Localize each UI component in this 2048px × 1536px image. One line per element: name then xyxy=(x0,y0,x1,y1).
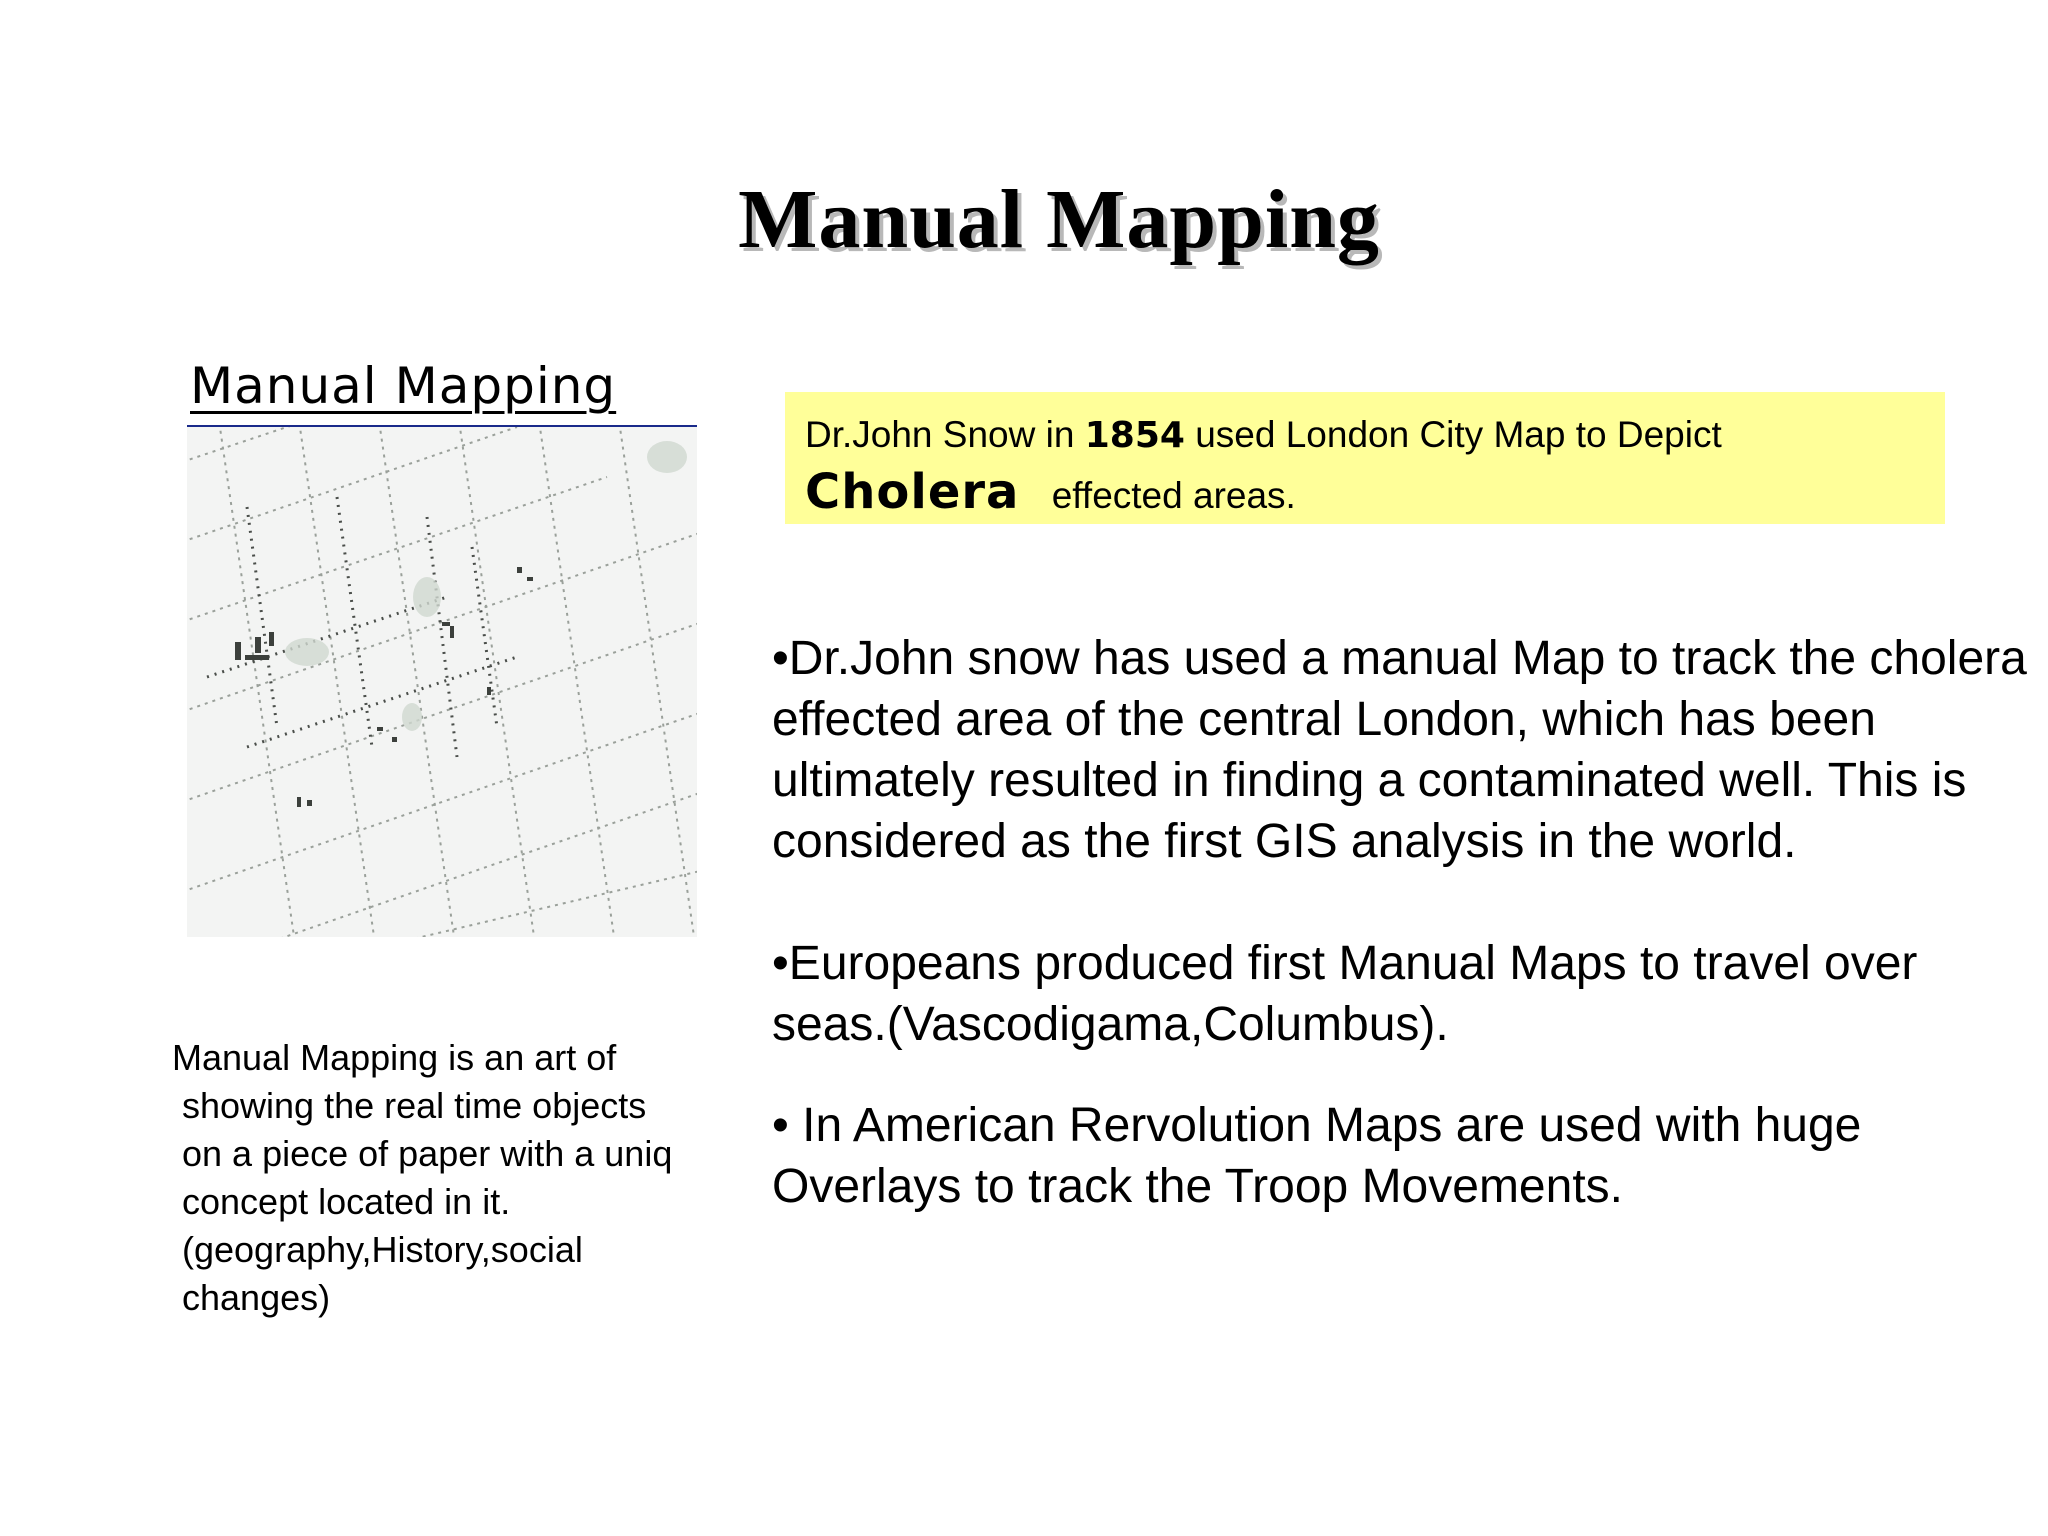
bullet-list xyxy=(772,628,2032,1217)
highlight-suffix: used London City Map to Depict xyxy=(1195,414,1722,455)
bullet-item: • In American Rervolution Maps are used with huge Overlays to track the Troop Movements. xyxy=(772,1099,1862,1213)
caption-line: Manual Mapping is an art of xyxy=(172,1037,617,1078)
highlight-prefix: Dr.John Snow in xyxy=(805,414,1075,455)
caption-line: on a piece of paper with a uniq xyxy=(182,1133,673,1174)
caption-line: (geography,History,social xyxy=(182,1229,583,1270)
left-caption xyxy=(172,1034,732,1322)
highlight-ending: effected areas. xyxy=(1051,475,1296,516)
highlight-cholera: Cholera xyxy=(805,464,1020,520)
caption-line: showing the real time objects xyxy=(182,1085,647,1126)
highlight-year: 1854 xyxy=(1084,415,1185,456)
cholera-map-drawing xyxy=(187,427,697,937)
bullet-item: •Dr.John snow has used a manual Map to track the cholera effected area of the central London, which has been ultimately resulted in finding a contaminated well. This is considered as the first GIS analysis in the world. xyxy=(772,632,2027,868)
highlight-line-2 xyxy=(805,463,1925,525)
caption-line: changes) xyxy=(182,1277,331,1318)
highlight-line-1 xyxy=(805,406,1925,465)
cholera-map-image xyxy=(187,425,697,937)
highlight-box xyxy=(785,392,1945,524)
caption-line: concept located in it. xyxy=(182,1181,511,1222)
slide-title: Manual Mapping xyxy=(738,173,1380,266)
left-subtitle: Manual Mapping xyxy=(190,357,617,415)
bullet-item: •Europeans produced first Manual Maps to travel over seas.(Vascodigama,Columbus). xyxy=(772,937,1918,1051)
